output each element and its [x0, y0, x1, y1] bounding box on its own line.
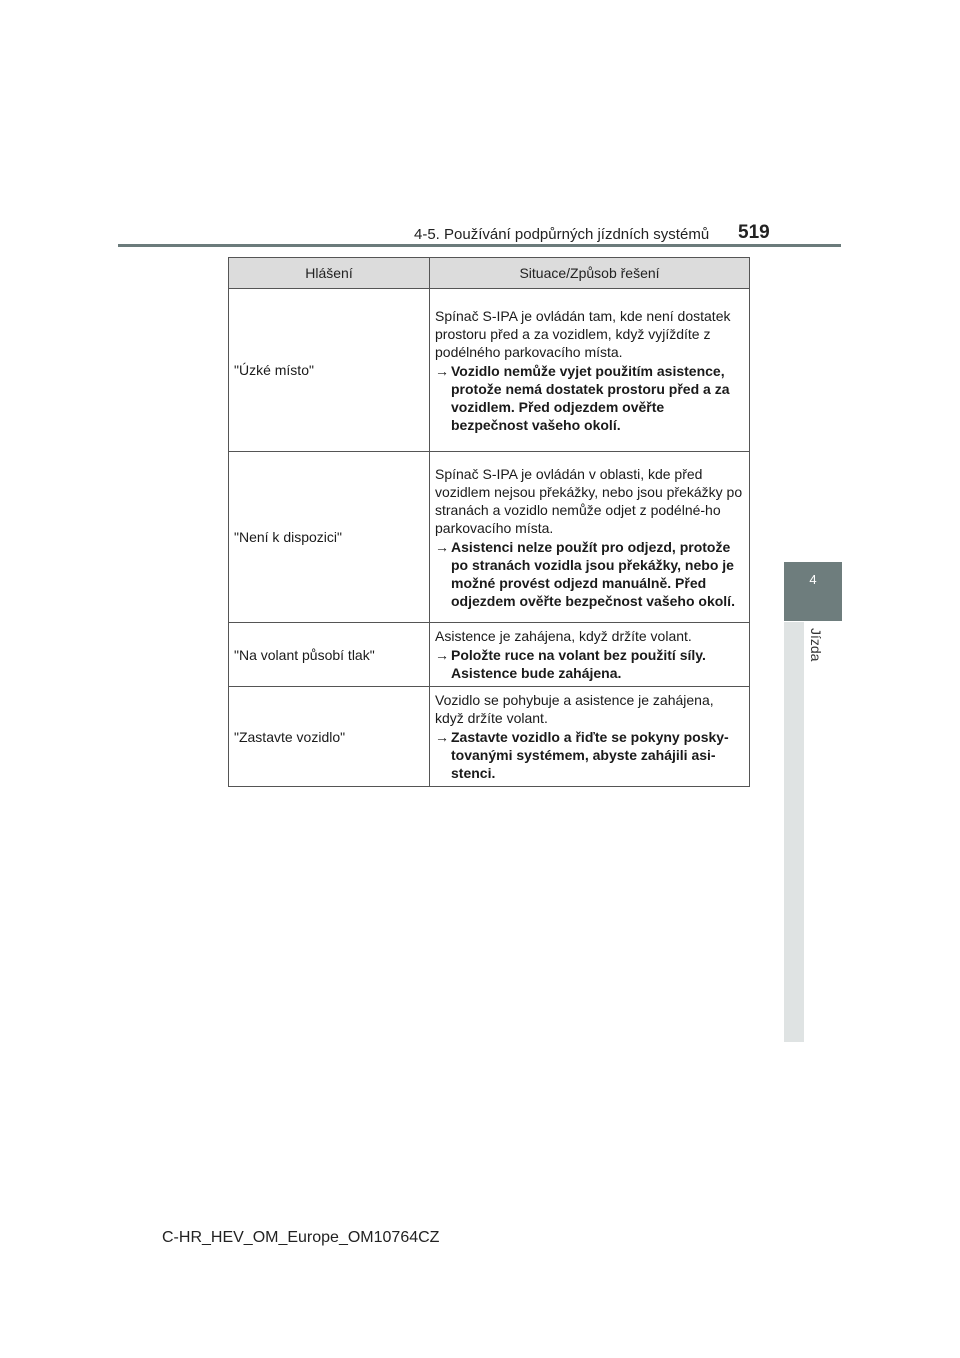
solution-text: Asistenci nelze použít pro odjezd, protože po stranách vozidla jsou překážky, nebo je možné provést odjezd manuálně. Před odjezdem ověřte bezpečnost vašeho okolí.: [451, 538, 735, 609]
header-divider: [118, 244, 841, 247]
arrow-icon: →: [435, 362, 449, 379]
solution-text: Zastavte vozidlo a řiďte se pokyny posky-tovanými systémem, abyste zahájili asi-stenci.: [451, 729, 729, 781]
solution-line: [435, 728, 744, 782]
message-cell: "Na volant působí tlak": [229, 623, 430, 687]
situation-cell: [430, 452, 750, 623]
solution-text: Vozidlo nemůže vyjet použitím asistence, protože nemá dostatek prostoru před a za vozidlem. Před odjezdem ověřte bezpečnost vašeho okolí.: [451, 362, 730, 433]
header-situation: Situace/Způsob řešení: [430, 258, 750, 289]
situation-text: Vozidlo se pohybuje a asistence je zahájena, když držíte volant.: [435, 692, 714, 726]
situation-cell: [430, 289, 750, 452]
solution-line: [435, 362, 744, 434]
chapter-side-bar: [784, 622, 804, 1042]
solution-text: Položte ruce na volant bez použití síly. Asistence bude zahájena.: [451, 647, 706, 681]
arrow-icon: →: [435, 729, 449, 745]
header-message: Hlášení: [229, 258, 430, 289]
table-row: [229, 623, 750, 687]
chapter-tab: [784, 562, 842, 621]
section-title: 4-5. Používání podpůrných jízdních systémů: [414, 226, 710, 243]
solution-line: [435, 538, 744, 610]
situation-cell: [430, 623, 750, 687]
message-cell: "Zastavte vozidlo": [229, 687, 430, 787]
document-code: C-HR_HEV_OM_Europe_OM10764CZ: [162, 1229, 440, 1246]
chapter-number: 4: [809, 572, 817, 587]
chapter-label-text: Jízda: [808, 628, 824, 662]
table-row: [229, 289, 750, 452]
page-number: 519: [738, 222, 770, 243]
situation-cell: [430, 687, 750, 787]
chapter-label: [804, 628, 834, 678]
situation-text: Spínač S-IPA je ovládán v oblasti, kde před vozidlem nejsou překážky, nebo jsou překážky po stranách a vozidlo nemůže odjet z podélné-ho parkovacího místa.: [435, 465, 743, 536]
message-cell: "Úzké místo": [229, 289, 430, 452]
table-row: [229, 452, 750, 623]
situation-text: Spínač S-IPA je ovládán tam, kde není dostatek prostoru před a za vozidlem, když vyjíždíte z podélného parkovacího místa.: [435, 307, 731, 360]
arrow-icon: →: [435, 647, 449, 663]
solution-line: [435, 646, 744, 682]
message-cell: "Není k dispozici": [229, 452, 430, 623]
table-header-row: [229, 258, 750, 289]
arrow-icon: →: [435, 538, 449, 555]
table-row: [229, 687, 750, 787]
messages-table: [228, 257, 750, 787]
situation-text: Asistence je zahájena, když držíte volant.: [435, 628, 692, 644]
